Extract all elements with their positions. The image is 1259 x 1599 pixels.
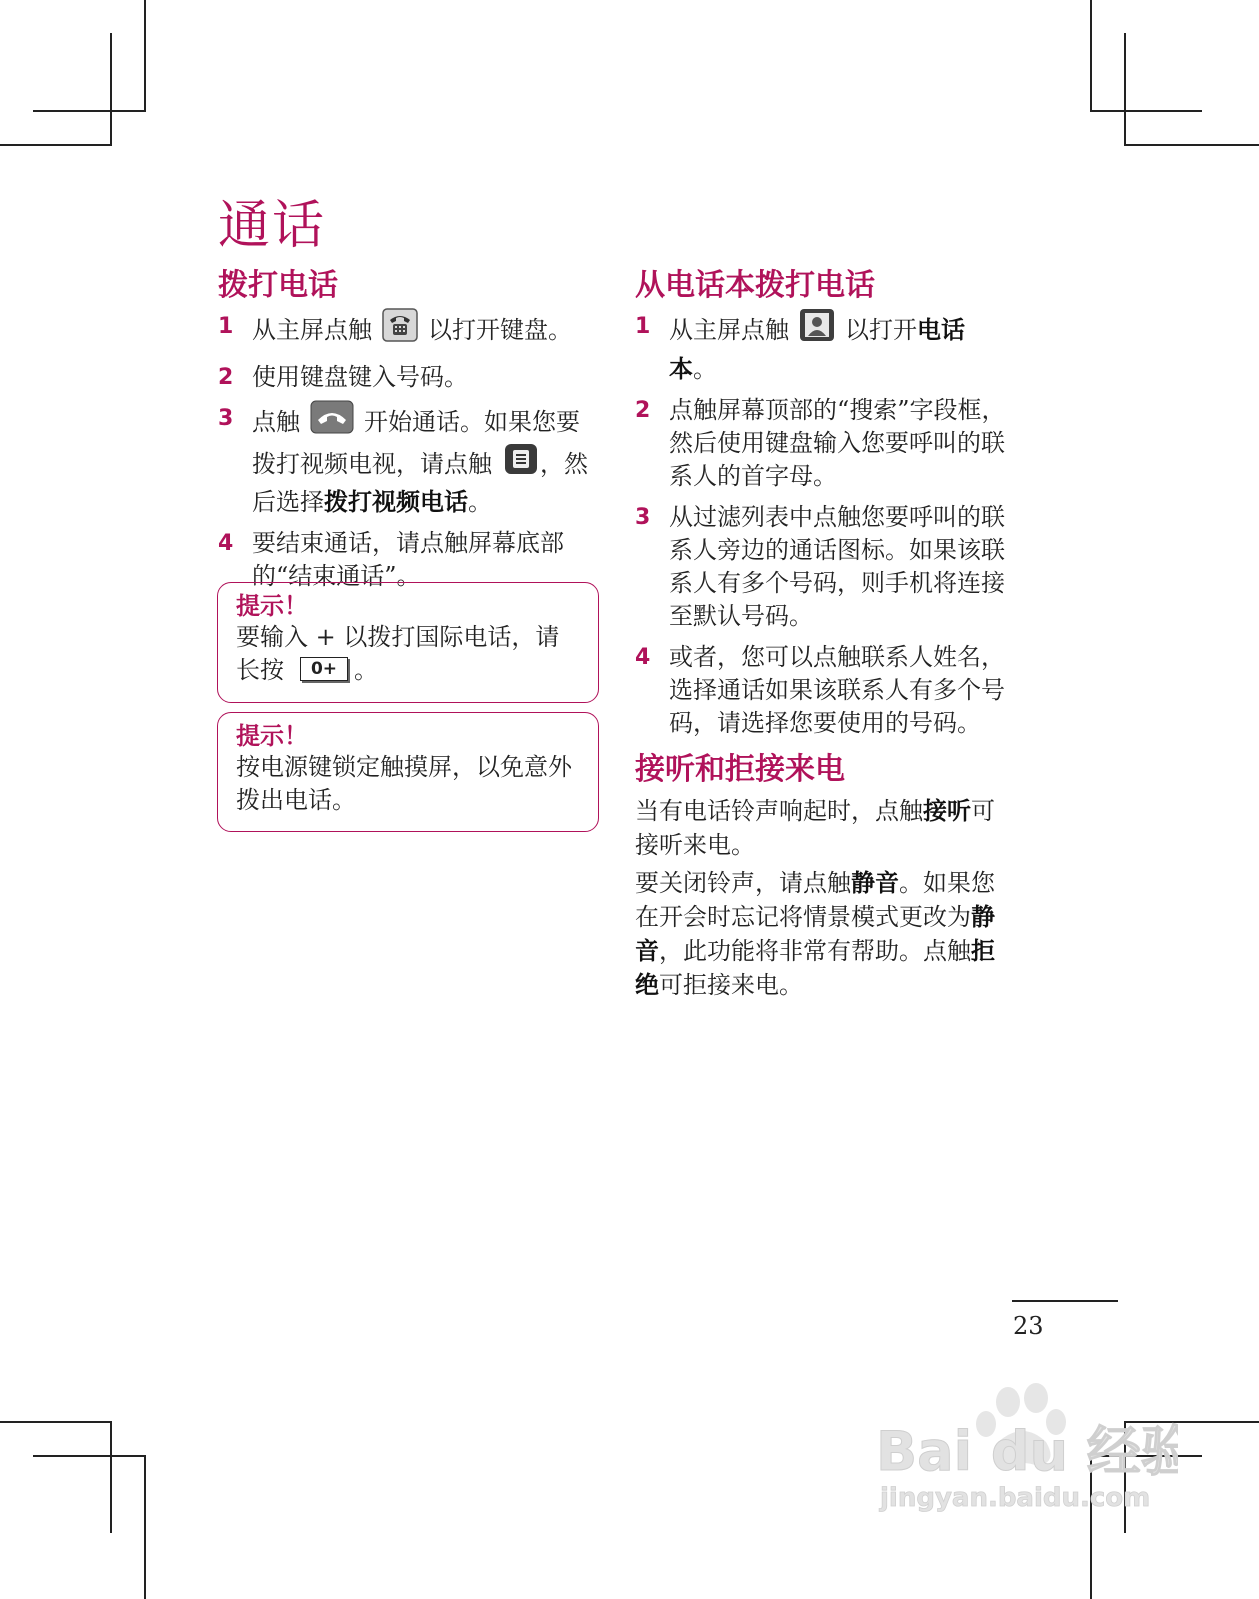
step-number: 3 <box>635 505 651 530</box>
list-item <box>635 394 1010 493</box>
crop-mark <box>1124 33 1126 145</box>
tip-box-international <box>217 582 599 703</box>
phonebook-label: 电话本 <box>669 316 965 383</box>
make-call-steps <box>218 310 598 593</box>
step-number: 1 <box>635 314 651 339</box>
crop-mark <box>33 110 145 112</box>
watermark-brand: Bai du 经验 <box>876 1420 1178 1483</box>
step-text: 以打开 <box>845 316 917 344</box>
zero-plus-key-icon: 0+ <box>300 657 348 681</box>
step-text: ，然后选择 <box>252 450 588 516</box>
step-text: 从主屏点触 <box>669 316 789 344</box>
reject-label: 拒绝 <box>635 937 995 999</box>
contacts-app-icon <box>799 308 835 351</box>
list-item <box>635 501 1010 633</box>
crop-mark <box>33 1455 145 1457</box>
video-call-option: 拨打视频电话 <box>324 488 468 516</box>
paragraph-text: 当有电话铃声响起时，点触 <box>635 797 923 825</box>
step-number: 2 <box>218 365 234 390</box>
step-text: 或者，您可以点触联系人姓名，选择通话如果该联系人有多个号码，请选择您要使用的号码。 <box>669 643 1005 737</box>
paragraph-text: 。如果您在开会时忘记将情景模式更改为 <box>635 869 995 931</box>
step-text: 从主屏点触 <box>252 316 372 344</box>
crop-mark <box>1124 144 1259 146</box>
page-number-rule <box>1012 1300 1118 1302</box>
section-heading-answer-reject: 接听和拒接来电 <box>635 752 845 787</box>
step-text: 使用键盘键入号码。 <box>252 363 468 391</box>
mute-reject-paragraph <box>635 866 1003 1002</box>
paw-logo-icon <box>858 1380 1178 1540</box>
tip-box-lock <box>217 712 599 832</box>
crop-mark <box>110 33 112 145</box>
tip-text: 按电源键锁定触摸屏，以免意外拨出电话。 <box>236 753 572 814</box>
answer-label: 接听 <box>923 797 971 825</box>
step-text: 。 <box>693 355 717 383</box>
list-item <box>218 361 598 394</box>
step-text: 。 <box>468 488 492 516</box>
list-item <box>218 402 598 519</box>
crop-mark <box>1090 0 1092 112</box>
paragraph-text: ，此功能将非常有帮助。点触 <box>659 937 971 965</box>
tip-text-part: 。 <box>354 656 378 684</box>
step-number: 1 <box>218 314 234 339</box>
paragraph-text: 要关闭铃声，请点触 <box>635 869 851 897</box>
tip-title: 提示！ <box>236 722 308 750</box>
list-item <box>635 641 1010 740</box>
tip-text <box>236 621 580 687</box>
paragraph-text: 可接听来电。 <box>635 797 995 859</box>
watermark-url: jingyan.baidu.com <box>880 1483 1151 1513</box>
crop-mark <box>1090 110 1202 112</box>
section-heading-make-call: 拨打电话 <box>218 268 338 303</box>
baidu-watermark <box>858 1380 1178 1540</box>
answer-paragraph <box>635 794 1003 862</box>
contacts-call-steps <box>635 310 1010 740</box>
mute-label: 静音 <box>635 903 995 965</box>
page-number: 23 <box>1013 1312 1044 1340</box>
tip-title: 提示！ <box>236 592 308 620</box>
crop-mark <box>110 1421 112 1533</box>
crop-mark <box>144 0 146 112</box>
step-text: 点触屏幕顶部的“搜索”字段框，然后使用键盘输入您要呼叫的联系人的首字母。 <box>669 396 1006 490</box>
list-item <box>635 310 1010 386</box>
step-text: 点触 <box>252 408 300 436</box>
call-button-icon <box>310 400 354 443</box>
crop-mark <box>144 1455 146 1599</box>
paragraph-text: 可拒接来电。 <box>659 971 803 999</box>
step-number: 4 <box>635 645 651 670</box>
step-number: 3 <box>218 406 234 431</box>
section-heading-call-from-contacts: 从电话本拨打电话 <box>635 268 875 303</box>
step-text: 开始通话。如果您要拨打视频电视，请点触 <box>252 408 580 478</box>
mute-label: 静音 <box>851 869 899 897</box>
step-text: 要结束通话，请点触屏幕底部的“结束通话”。 <box>252 529 564 590</box>
page-title: 通话 <box>218 196 327 256</box>
dialer-app-icon <box>382 308 418 351</box>
list-item <box>218 310 598 353</box>
menu-icon <box>504 443 538 484</box>
step-number: 4 <box>218 531 234 556</box>
step-text: 以打开键盘。 <box>428 316 572 344</box>
crop-mark <box>0 1421 112 1423</box>
crop-mark <box>0 144 112 146</box>
step-text: 从过滤列表中点触您要呼叫的联系人旁边的通话图标。如果该联系人有多个号码，则手机将连接至默认号码。 <box>669 503 1005 630</box>
step-number: 2 <box>635 398 651 423</box>
tip-text-part: 要输入 + 以拨打国际电话，请长按 <box>236 623 560 684</box>
